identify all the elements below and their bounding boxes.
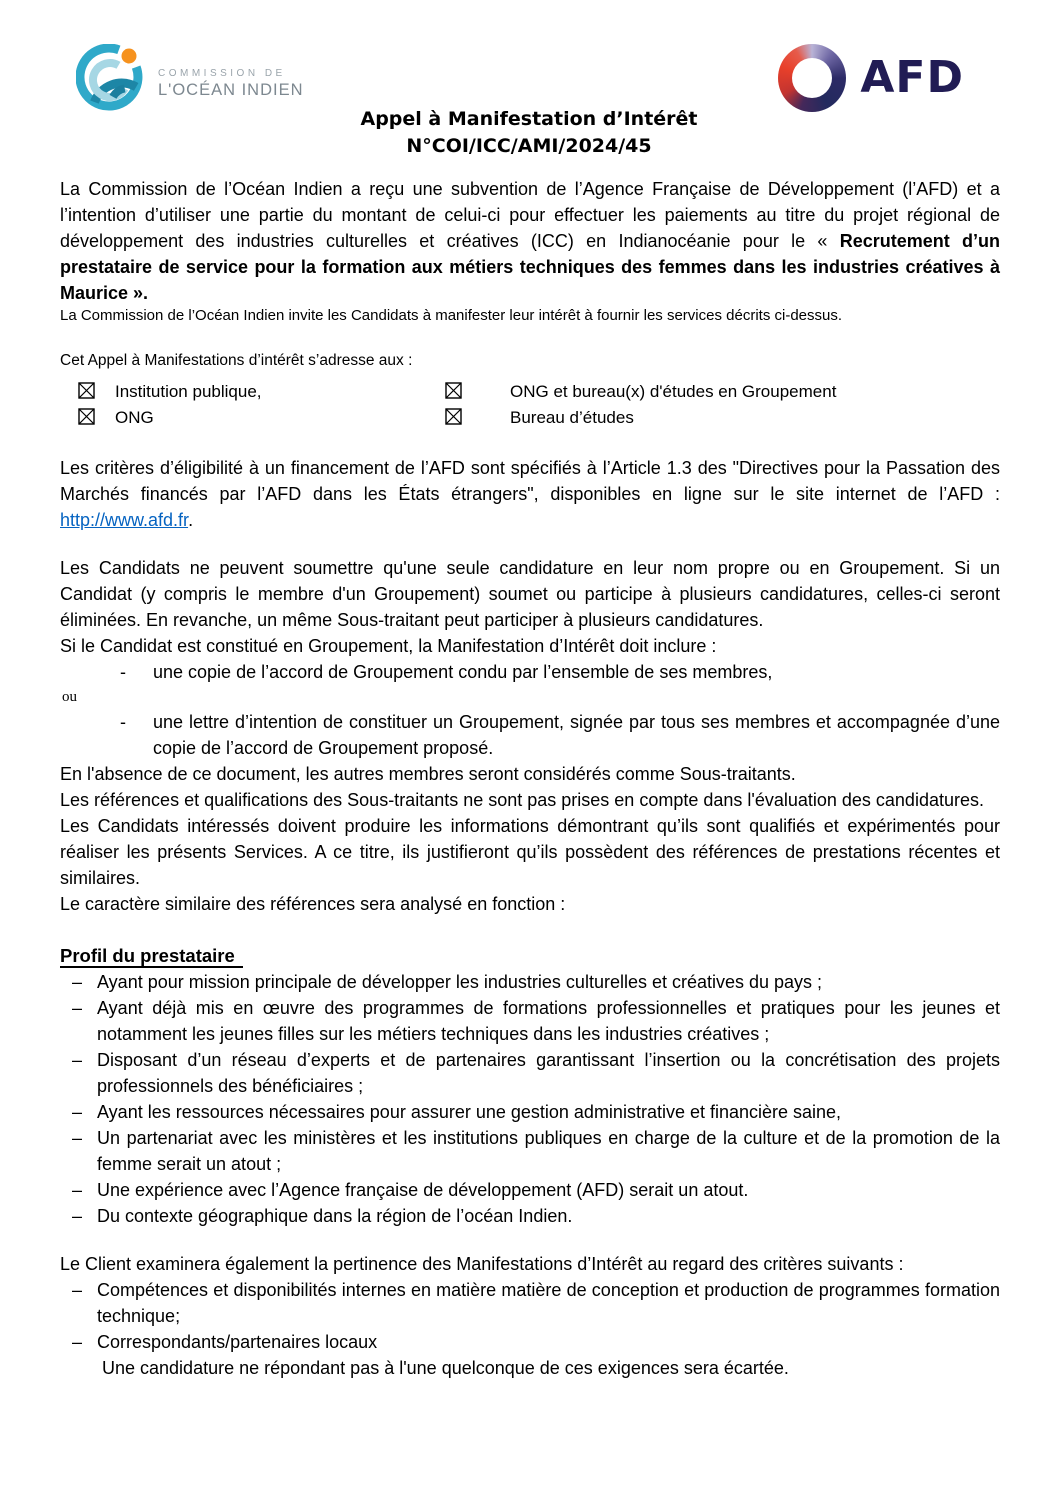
afd-website-link[interactable]: http://www.afd.fr (60, 510, 189, 530)
document-body (60, 176, 1000, 1381)
dash-bullet-marker: – (72, 1128, 83, 1148)
title-line1: Appel à Manifestation d’Intérêt (360, 108, 698, 130)
profile-bullet: – Une expérience avec l’Agence française de développement (AFD) serait un atout. (60, 1177, 1000, 1203)
groupement-item-2 (60, 709, 1000, 761)
afd-ring-icon (778, 44, 846, 112)
rules-paragraph-1: Les Candidats ne peuvent soumettre qu'une seule candidature en leur nom propre ou en Groupement. Si un Candidat (y compris le membre d'un Groupement) soumet ou participe à plusieurs candidatures, celles-ci seront éliminées. En revanche, un même Sous-traitant peut participer à plusieurs candidatures. (60, 558, 1000, 630)
checked-checkbox-icon (78, 379, 115, 405)
intro-paragraph (60, 176, 1000, 306)
audience-option-label: ONG (115, 408, 154, 427)
title-line2: N°COI/ICC/AMI/2024/45 (406, 135, 652, 157)
invite-paragraph: La Commission de l’Océan Indien invite les Candidats à manifester leur intérêt à fournir les services décrits ci-dessus. (60, 307, 843, 324)
hyphen-bullet-marker: - (120, 712, 126, 732)
rules-paragraph-2: Si le Candidat est constitué en Groupement, la Manifestation d’Intérêt doit inclure : (60, 636, 717, 656)
profile-bullet-list (60, 969, 1000, 1229)
profile-bullet: – Un partenariat avec les ministères et les institutions publiques en charge de la culture et de la promotion de la femme serait un atout ; (60, 1125, 1000, 1177)
dash-bullet-marker: – (72, 1332, 83, 1352)
eligibility-paragraph (60, 455, 1000, 533)
closing-statement: Une candidature ne répondant pas à l'une quelconque de ces exigences sera écartée. (102, 1358, 789, 1378)
checked-checkbox-icon (78, 405, 115, 431)
audience-row-1 (60, 379, 1000, 405)
dash-bullet-marker: – (72, 1206, 83, 1226)
rules-paragraph-4: Les références et qualifications des Sous-traitants ne sont pas prises en compte dans l'évaluation des candidatures. (60, 790, 984, 810)
profile-heading: Profil du prestataire (60, 943, 1000, 969)
audience-option-label: ONG et bureau(x) d'études en Groupement (510, 382, 837, 401)
checked-checkbox-icon (445, 405, 510, 431)
audience-checkbox-rows (60, 379, 1000, 431)
afd-logo (778, 44, 964, 112)
criteria-bullet: – Correspondants/partenaires locaux (60, 1329, 1000, 1355)
dash-bullet-marker: – (72, 972, 83, 992)
profile-bullet: – Ayant pour mission principale de développer les industries culturelles et créatives du pays ; (60, 969, 1000, 995)
checked-checkbox-icon (445, 379, 510, 405)
groupement-item-1 (60, 659, 1000, 685)
afd-logo-text: AFD (860, 52, 964, 103)
profile-bullet: – Ayant déjà mis en œuvre des programmes de formations professionnelles et pratiques pour les jeunes et notamment les jeunes filles sur les métiers techniques dans les industries créatives ; (60, 995, 1000, 1047)
eligibility-text-end: . (188, 510, 194, 530)
dash-bullet-marker: – (72, 1280, 83, 1300)
groupement-item-1-text: une copie de l’accord de Groupement condu par l’ensemble de ses membres, (153, 662, 773, 682)
coi-logo-text (158, 68, 304, 100)
intro-regular-text: La Commission de l’Océan Indien a reçu une subvention de l’Agence Française de Développement (l’AFD) et a l’intention d’utiliser une partie du montant de celui-ci pour effectuer les paiements au titre du projet régional de développement des industries culturelles et créatives (ICC) en Indianocéanie pour le « (60, 179, 1000, 251)
intro-bold-text: Recrutement d’un prestataire de service pour la formation aux métiers techniques des femmes dans les industries créatives à Maurice ». (60, 231, 1000, 303)
audience-intro: Cet Appel à Manifestations d’intérêt s’adresse aux : (60, 352, 413, 369)
dash-bullet-marker: – (72, 998, 83, 1018)
rules-section (60, 555, 1000, 917)
profile-bullet: – Ayant les ressources nécessaires pour assurer une gestion administrative et financière saine, (60, 1099, 1000, 1125)
dash-bullet-marker: – (72, 1050, 83, 1070)
audience-option-label: Bureau d’études (510, 408, 634, 427)
criteria-intro: Le Client examinera également la pertinence des Manifestations d’Intérêt au regard des critères suivants : (60, 1254, 904, 1274)
rules-paragraph-6: Le caractère similaire des références sera analysé en fonction : (60, 894, 566, 914)
criteria-bullet-list (60, 1277, 1000, 1355)
document-title (0, 106, 1058, 160)
hyphen-bullet-marker: - (120, 662, 126, 682)
ou-connector: ou (62, 689, 77, 705)
coi-logo-text-line1: COMMISSION DE (158, 68, 286, 79)
profile-bullet: – Disposant d’un réseau d’experts et de partenaires garantissant l’insertion ou la concrétisation des projets professionnels des bénéficiaires ; (60, 1047, 1000, 1099)
criteria-bullet: – Compétences et disponibilités internes en matière matière de conception et production de programmes formation technique; (60, 1277, 1000, 1329)
eligibility-text: Les critères d’éligibilité à un financement de l’AFD sont spécifiés à l’Article 1.3 des "Directives pour la Passation des Marchés financés par l’AFD dans les États étrangers", disponibles en ligne sur le site internet de l’AFD : (60, 458, 1000, 504)
groupement-item-2-text: une lettre d’intention de constituer un Groupement, signée par tous ses membres et accompagnée d’une copie de l’accord de Groupement proposé. (153, 712, 1000, 758)
audience-option-label: Institution publique, (115, 382, 262, 401)
coi-logo-text-line2: L'OCÉAN INDIEN (158, 81, 304, 99)
profile-bullet: – Du contexte géographique dans la région de l’océan Indien. (60, 1203, 1000, 1229)
rules-paragraph-3: En l'absence de ce document, les autres membres seront considérés comme Sous-traitants. (60, 764, 796, 784)
audience-row-2 (60, 405, 1000, 431)
dash-bullet-marker: – (72, 1102, 83, 1122)
rules-paragraph-5: Les Candidats intéressés doivent produire les informations démontrant qu’ils sont qualifiés et expérimentés pour réaliser les présents Services. A ce titre, ils justifieront qu’ils possèdent des références de prestations récentes et similaires. (60, 816, 1000, 888)
dash-bullet-marker: – (72, 1180, 83, 1200)
